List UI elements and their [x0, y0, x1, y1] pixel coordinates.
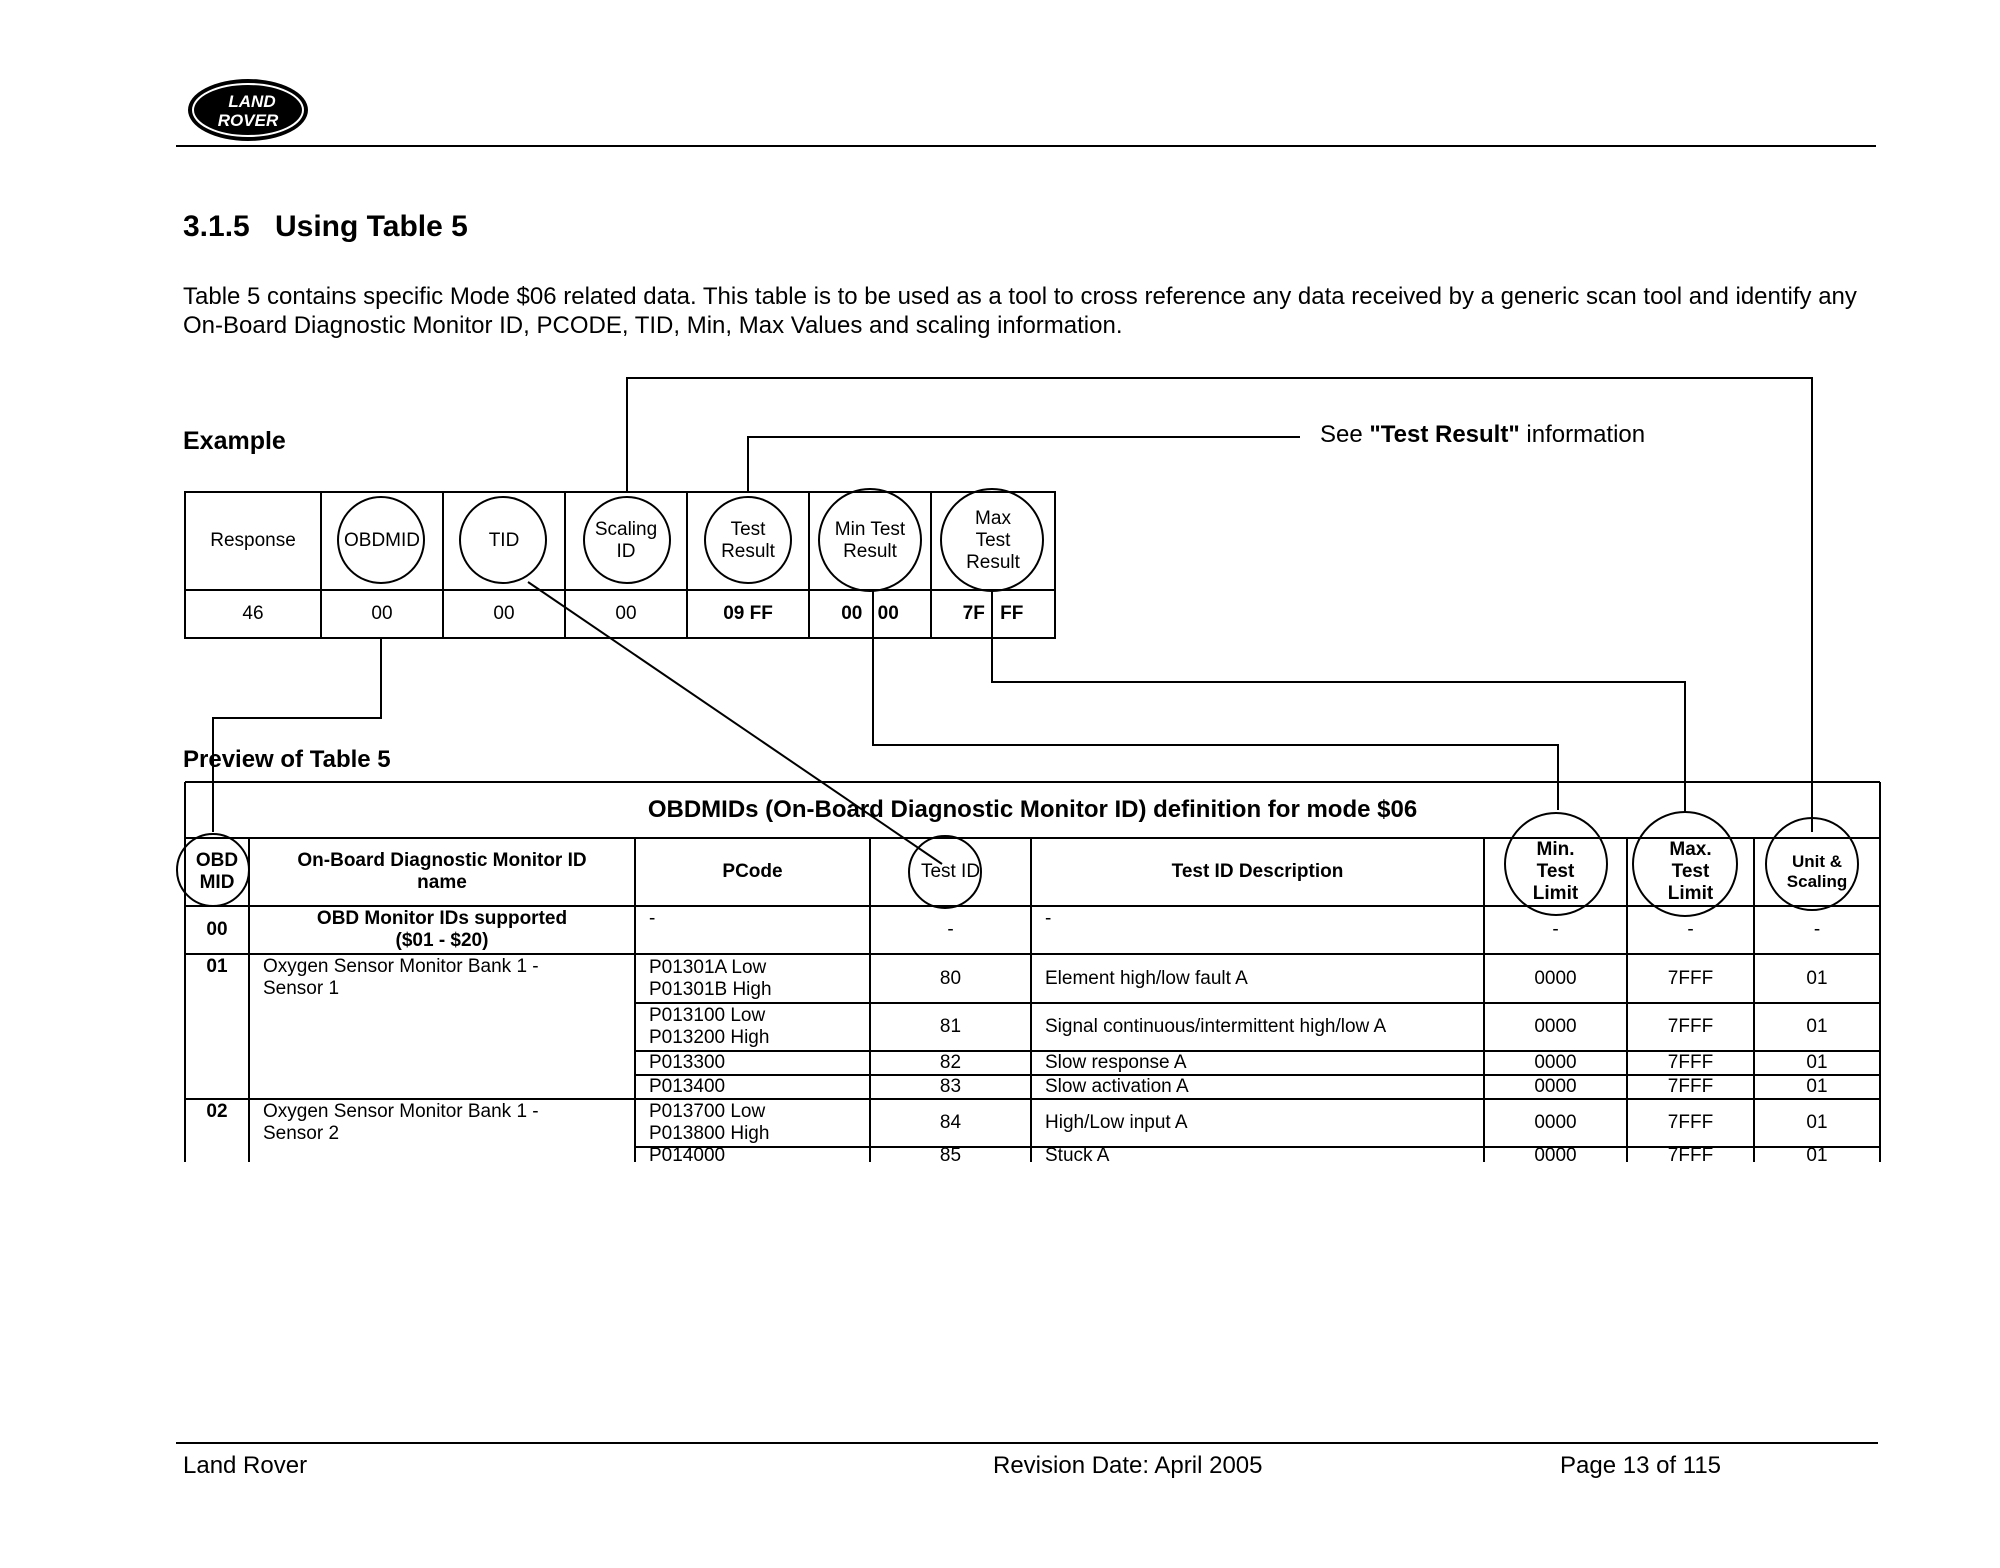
note-suffix: information — [1519, 421, 1646, 448]
row6-max: 7FFF — [1667, 1147, 1714, 1162]
row6-unit: 01 — [1806, 1147, 1828, 1162]
row5-min: 0000 — [1534, 1112, 1577, 1133]
row6-desc: Stuck A — [1045, 1147, 1110, 1162]
row2-tid: 81 — [939, 1016, 962, 1037]
footer-page-number: Page 13 of 115 — [1560, 1452, 1722, 1479]
row5-max: 7FFF — [1667, 1112, 1714, 1133]
row5-tid: 84 — [939, 1112, 962, 1133]
example-header-max-test-result: Max Test Result — [966, 508, 1020, 573]
example-header-tid: TID — [488, 530, 520, 551]
row3-min: 0000 — [1534, 1052, 1577, 1073]
row2-max: 7FFF — [1667, 1016, 1714, 1037]
row0-pcode: - — [649, 908, 656, 929]
example-value-response: 46 — [242, 603, 264, 624]
example-value-max-test-result: 7F FF — [962, 603, 1024, 624]
example-header-min-test-result: Min Test Result — [834, 519, 906, 562]
row3-max: 7FFF — [1667, 1052, 1714, 1073]
row4-unit: 01 — [1806, 1076, 1828, 1097]
row4-min: 0000 — [1534, 1076, 1577, 1097]
row0-obdmid: 00 — [206, 919, 228, 940]
col-header-unit-scaling: Unit & Scaling — [1786, 852, 1848, 891]
row1-unit: 01 — [1806, 967, 1828, 989]
preview-table-title: OBDMIDs (On-Board Diagnostic Monitor ID) definition for mode $06 — [647, 796, 1418, 823]
intro-paragraph: Table 5 contains specific Mode $06 related data. This table is to be used as a tool to cross reference any data received by a generic scan tool and identify any On-Board Diagnostic Monitor ID, PCODE, TID, Min, Max Values and scaling information. — [183, 283, 1857, 339]
col-header-obd-mid: OBD MID — [195, 850, 239, 893]
row2-min: 0000 — [1534, 1016, 1577, 1037]
example-value-obdmid: 00 — [371, 603, 393, 624]
section-number: 3.1.5 — [183, 210, 250, 243]
row5-desc: High/Low input A — [1045, 1112, 1188, 1133]
example-value-test-result: 09 FF — [723, 603, 773, 624]
row0-min: - — [1552, 919, 1559, 940]
row1-tid: 80 — [939, 967, 962, 989]
example-label: Example — [183, 427, 286, 455]
row6-min: 0000 — [1534, 1147, 1577, 1162]
row0-tid: - — [947, 919, 954, 940]
col-header-monitor-name: On-Board Diagnostic Monitor ID name — [297, 850, 587, 893]
logo-line-1: LAND — [228, 92, 276, 111]
example-header-response: Response — [210, 530, 296, 551]
example-header-obdmid: OBDMID — [344, 530, 420, 551]
row2-pcode: P013100 Low P013200 High — [649, 1005, 770, 1048]
row1-max: 7FFF — [1667, 967, 1714, 989]
col-header-test-id-description: Test ID Description — [1171, 861, 1344, 882]
note-bold: "Test Result" — [1369, 421, 1520, 448]
row3-desc: Slow response A — [1045, 1052, 1187, 1073]
row3-unit: 01 — [1806, 1052, 1828, 1073]
row0-desc: - — [1045, 908, 1052, 929]
example-value-scaling-id: 00 — [615, 603, 637, 624]
row0-name: OBD Monitor IDs supported ($01 - $20) — [316, 908, 568, 951]
col-header-test-id: Test ID — [920, 861, 981, 882]
footer-revision-date: Revision Date: April 2005 — [993, 1452, 1263, 1479]
row5-pcode: P013700 Low P013800 High — [649, 1101, 770, 1144]
col-header-max-test-limit: Max. Test Limit — [1667, 839, 1714, 904]
row1-min: 0000 — [1534, 967, 1577, 989]
note-prefix: See — [1320, 421, 1370, 448]
row4-desc: Slow activation A — [1045, 1076, 1189, 1097]
row5-obdmid: 02 — [206, 1101, 228, 1122]
footer-company: Land Rover — [183, 1452, 308, 1479]
row2-desc: Signal continuous/intermittent high/low A — [1045, 1016, 1387, 1037]
row4-pcode: P013400 — [649, 1076, 726, 1097]
section-title-text: Using Table 5 — [275, 210, 468, 243]
row0-unit: - — [1813, 919, 1821, 940]
example-value-min-test-result: 00 00 — [841, 603, 899, 624]
example-header-scaling-id: Scaling ID — [594, 519, 658, 562]
row6-tid: 85 — [939, 1147, 962, 1162]
row1-pcode: P01301A Low P01301B High — [649, 956, 772, 1000]
row1-name: Oxygen Sensor Monitor Bank 1 - Sensor 1 — [263, 956, 539, 999]
row3-tid: 82 — [939, 1052, 962, 1073]
row4-tid: 83 — [939, 1076, 962, 1097]
row4-max: 7FFF — [1667, 1076, 1714, 1097]
row6-pcode: P014000 — [649, 1147, 726, 1162]
footer-rule — [176, 1442, 1878, 1444]
col-header-pcode: PCode — [722, 861, 783, 882]
row2-unit: 01 — [1806, 1016, 1828, 1037]
row6-clip — [635, 1147, 1880, 1162]
row3-pcode: P013300 — [649, 1052, 726, 1073]
row5-name: Oxygen Sensor Monitor Bank 1 - Sensor 2 — [263, 1101, 539, 1144]
logo-line-2: ROVER — [217, 111, 279, 130]
row1-desc: Element high/low fault A — [1045, 967, 1248, 989]
col-header-min-test-limit: Min. Test Limit — [1532, 839, 1579, 904]
preview-label: Preview of Table 5 — [183, 746, 391, 773]
row1-obdmid: 01 — [206, 956, 228, 977]
example-value-tid: 00 — [493, 603, 515, 624]
example-header-test-result: Test Result — [721, 519, 775, 562]
row0-max: - — [1687, 919, 1694, 940]
row5-unit: 01 — [1806, 1112, 1828, 1133]
